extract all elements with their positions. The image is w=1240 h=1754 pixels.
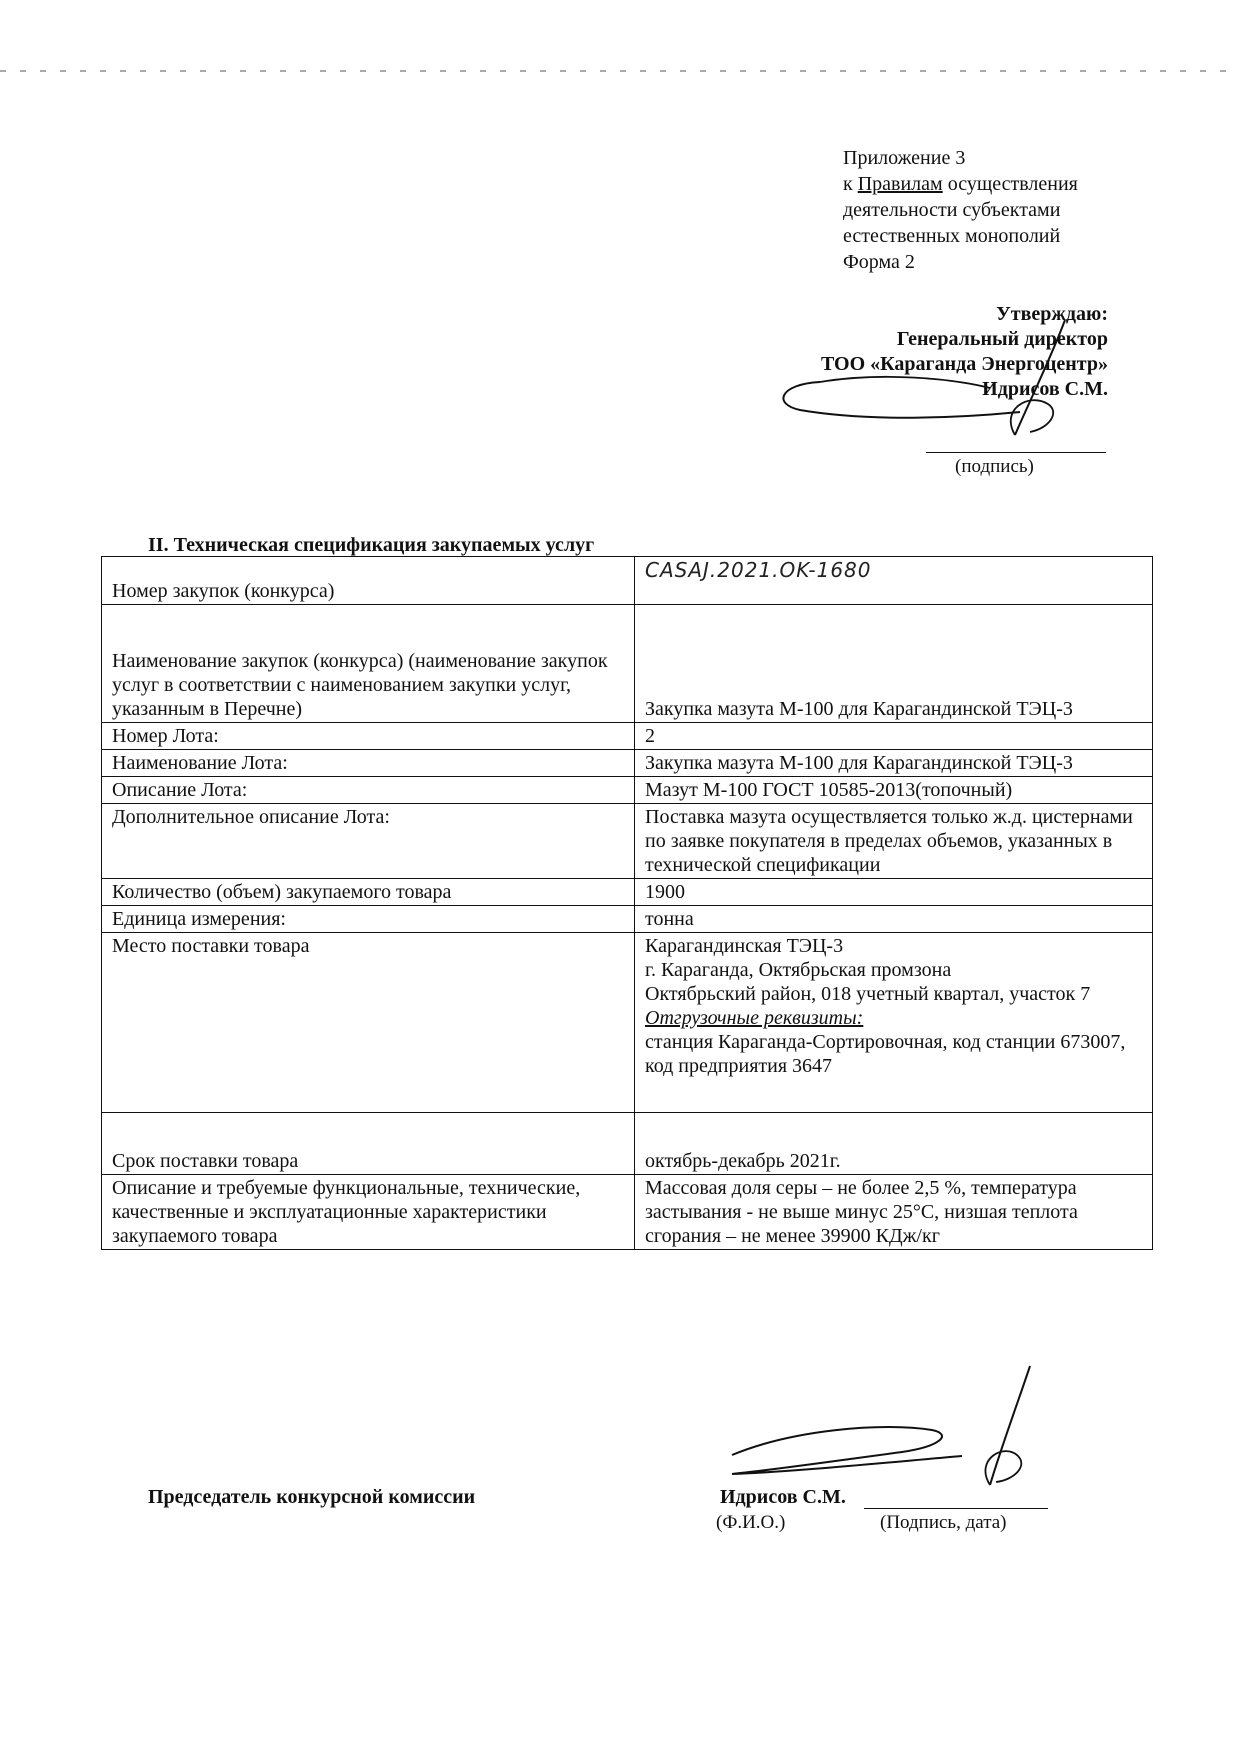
- delivery-line: Карагандинская ТЭЦ-3: [645, 935, 844, 957]
- row-label: Наименование закупок (конкурса) (наименование закупок услуг в соответствии с наименованием закупки услуг, указанным в Перечне): [102, 605, 635, 723]
- row-label: Описание и требуемые функциональные, технические, качественные и эксплуатационные характеристики закупаемого товара: [102, 1175, 635, 1250]
- row-label: Срок поставки товара: [102, 1113, 635, 1175]
- shipping-details-title: Отгрузочные реквизиты:: [645, 1007, 864, 1029]
- table-row: [102, 750, 1153, 777]
- shipping-details-text: станция Караганда-Сортировочная, код станции 673007, код предприятия 3647: [645, 1031, 1126, 1077]
- approval-line4: Идрисов С.М.: [982, 378, 1108, 400]
- appendix-header: [843, 145, 1078, 275]
- appendix-line5: Форма 2: [843, 251, 915, 273]
- appendix-line3: деятельности субъектами: [843, 199, 1061, 221]
- chairman-signature-line: [864, 1508, 1048, 1509]
- director-signature: [760, 300, 1100, 440]
- table-row: [102, 804, 1153, 879]
- signature-line: [926, 452, 1106, 453]
- row-value: Мазут М-100 ГОСТ 10585-2013(топочный): [635, 777, 1153, 804]
- delivery-line: г. Караганда, Октябрьская промзона: [645, 959, 952, 981]
- table-row: [102, 879, 1153, 906]
- row-value: Поставка мазута осуществляется только ж.д. цистернами по заявке покупателя в пределах объемов, указанных в технической спецификации: [635, 804, 1153, 879]
- row-value: 1900: [635, 879, 1153, 906]
- row-label: Дополнительное описание Лота:: [102, 804, 635, 879]
- scan-artifact-line: [0, 70, 1240, 72]
- table-row: [102, 1113, 1153, 1175]
- row-value: [635, 557, 1153, 605]
- approval-line3: ТОО «Караганда Энергоцентр»: [820, 353, 1108, 375]
- chair-signature: [712, 1360, 1052, 1500]
- table-row: [102, 906, 1153, 933]
- chairman-label: Председатель конкурсной комиссии: [148, 1486, 476, 1508]
- row-value: тонна: [635, 906, 1153, 933]
- row-value: 2: [635, 723, 1153, 750]
- row-value: [635, 933, 1153, 1113]
- row-value: Закупка мазута М-100 для Карагандинской ТЭЦ-3: [635, 750, 1153, 777]
- appendix-line1: Приложение 3: [843, 147, 966, 169]
- section-title: II. Техническая спецификация закупаемых услуг: [148, 534, 595, 556]
- table-row: [102, 777, 1153, 804]
- approval-line2: Генеральный директор: [896, 328, 1108, 350]
- chairman-name: Идрисов С.М.: [720, 1486, 846, 1508]
- row-value: Массовая доля серы – не более 2,5 %, температура застывания - не выше минус 25°С, низшая теплота сгорания – не менее 39900 КДж/кг: [635, 1175, 1153, 1250]
- fio-caption: (Ф.И.О.): [716, 1512, 786, 1533]
- row-value: октябрь-декабрь 2021г.: [635, 1113, 1153, 1175]
- row-label: Наименование Лота:: [102, 750, 635, 777]
- sign-date-caption: (Подпись, дата): [880, 1512, 1007, 1533]
- appendix-line4: естественных монополий: [843, 225, 1061, 247]
- row-label: Количество (объем) закупаемого товара: [102, 879, 635, 906]
- signature-caption: (подпись): [955, 456, 1034, 477]
- row-label: Описание Лота:: [102, 777, 635, 804]
- table-row: [102, 557, 1153, 605]
- row-label: Место поставки товара: [102, 933, 635, 1113]
- row-label: Номер Лота:: [102, 723, 635, 750]
- row-label: Номер закупок (конкурса): [102, 557, 635, 605]
- row-label: Единица измерения:: [102, 906, 635, 933]
- technical-specification-table: [101, 556, 1153, 1250]
- handwritten-procurement-number: CASAJ.2021.OK-1680: [645, 558, 872, 582]
- rules-link: Правилам: [857, 173, 943, 195]
- table-row: [102, 605, 1153, 723]
- approval-line1: Утверждаю:: [996, 303, 1108, 325]
- table-row: [102, 723, 1153, 750]
- table-row: [102, 1175, 1153, 1250]
- table-row: [102, 933, 1153, 1113]
- delivery-line: Октябрьский район, 018 учетный квартал, участок 7: [645, 983, 1091, 1005]
- appendix-line2: к Правилам осуществления: [843, 173, 1078, 195]
- row-value: Закупка мазута М-100 для Карагандинской ТЭЦ-3: [635, 605, 1153, 723]
